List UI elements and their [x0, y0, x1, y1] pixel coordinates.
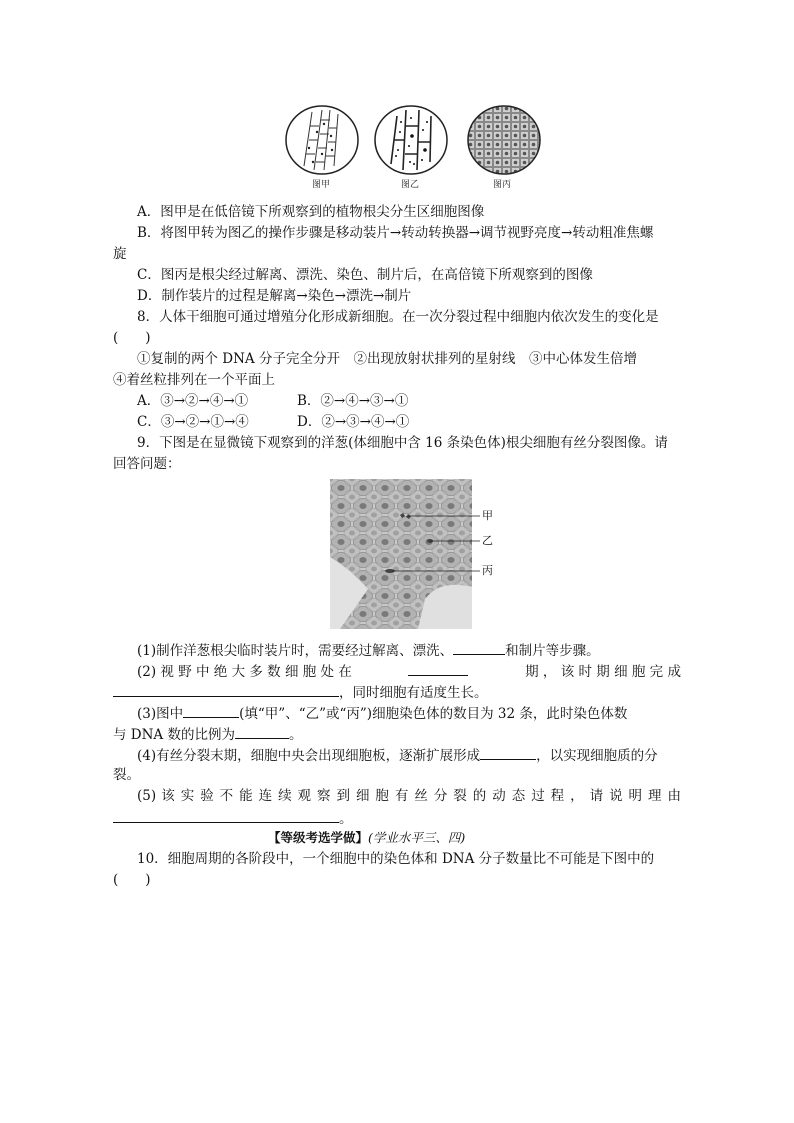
- q9-part3-text-b: (填“甲”、“乙”或“丙”)细胞染色体的数目为 32 条，此时染色体数: [239, 706, 628, 722]
- q9-part3-line2: [113, 724, 302, 744]
- label-jia: 甲: [482, 509, 493, 522]
- figure-jia: [284, 104, 360, 176]
- section-title: 【等级考选学做】: [268, 830, 369, 845]
- q9-part2-line2: [113, 682, 488, 702]
- q9-part1-answer-blank[interactable]: [453, 640, 505, 655]
- q9-part2-answer-blank-1[interactable]: [408, 661, 468, 676]
- q9-part4-text-b: ，以实现细胞质的分: [536, 748, 658, 764]
- q9-part4-text-a: (4)有丝分裂末期，细胞中央会出现细胞板，逐渐扩展形成: [137, 748, 481, 764]
- q9-part2-text-b: 期 ， 该 时 期 细 胞 完 成: [525, 664, 681, 680]
- q9-part1-text-a: (1)制作洋葱根尖临时装片时，需要经过解离、漂洗、: [137, 643, 454, 659]
- q8-option-c: C．③→②→①→④: [137, 414, 249, 430]
- q9-part2-line1: [137, 661, 681, 681]
- q9-part3-text-d: 。: [288, 727, 303, 743]
- caption-jia: 图甲: [312, 180, 331, 190]
- q9-stem-line2: 回答问题：: [113, 456, 181, 472]
- q9-part5-text-b: 。: [339, 811, 353, 827]
- q9-part3-text-c: 与 DNA 数的比例为: [113, 727, 235, 743]
- q9-part4-answer-blank[interactable]: [480, 745, 536, 760]
- q7-option-d: D．制作装片的过程是解离→染色→漂洗→制片: [137, 288, 412, 304]
- caption-bing: 图丙: [493, 180, 512, 190]
- q9-part2-text-c: ，同时细胞有适度生长。: [339, 685, 488, 701]
- q7-option-b-line2: 旋: [113, 246, 127, 262]
- q7-option-b-line1: B．将图甲转为图乙的操作步骤是移动装片→转动转换器→调节视野亮度→转动粗准焦螺: [137, 225, 654, 241]
- q9-part1: [137, 640, 600, 660]
- figure-yi: [373, 104, 449, 176]
- onion-root-micrograph: [330, 479, 520, 629]
- q9-part4-line2: 裂。: [113, 767, 140, 783]
- q9-part2-answer-blank-2[interactable]: [113, 682, 339, 697]
- q7-option-c: C．图丙是根尖经过解离、漂洗、染色、制片后，在高倍镜下所观察到的图像: [137, 267, 593, 283]
- q8-stem: 8．人体干细胞可通过增殖分化形成新细胞。在一次分裂过程中细胞内依次发生的变化是: [137, 309, 659, 325]
- q9-part5-line1: (5) 该 实 验 不 能 连 续 观 察 到 细 胞 有 丝 分 裂 的 动 态 过 程 ， 请 说 明 理 由: [137, 788, 681, 804]
- figure-bing: [466, 104, 542, 176]
- q9-part3-answer-blank-1[interactable]: [183, 703, 239, 718]
- q9-part3-answer-blank-2[interactable]: [235, 724, 289, 739]
- q10-stem: 10．细胞周期的各阶段中，一个细胞中的染色体和 DNA 分子数量比不可能是下图中的: [137, 851, 655, 867]
- q9-part4-line1: [137, 745, 658, 765]
- q10-paren: ( ): [113, 872, 151, 888]
- q9-part2-text-a: (2) 视 野 中 绝 大 多 数 细 胞 处 在: [137, 664, 352, 680]
- caption-yi: 图乙: [401, 180, 420, 190]
- q8-option-b: B．②→④→③→①: [297, 393, 409, 409]
- label-yi: 乙: [482, 534, 493, 547]
- q8-items-line2: ④着丝粒排列在一个平面上: [113, 372, 275, 388]
- label-bing: 丙: [482, 564, 493, 577]
- q8-paren: ( ): [113, 330, 151, 346]
- q9-part3-text-a: (3)图中: [137, 706, 184, 722]
- q9-part3-line1: [137, 703, 627, 723]
- q9-part5-line2: [113, 808, 353, 828]
- q8-items-line1: ①复制的两个 DNA 分子完全分开 ②出现放射状排列的星射线 ③中心体发生倍增: [137, 351, 637, 367]
- q8-option-d: D．②→③→④→①: [297, 414, 410, 430]
- q8-option-a: A．③→②→④→①: [137, 393, 249, 409]
- q9-stem-line1: 9．下图是在显微镜下观察到的洋葱(体细胞中含 16 条染色体)根尖细胞有丝分裂图像。请: [137, 435, 668, 451]
- section-subtitle: (学业水平三、四): [368, 830, 466, 845]
- q7-option-a: A．图甲是在低倍镜下所观察到的植物根尖分生区细胞图像: [137, 204, 485, 220]
- q9-part1-text-b: 和制片等步骤。: [505, 643, 600, 659]
- section-header: [268, 829, 465, 847]
- q9-part5-answer-blank[interactable]: [113, 808, 339, 823]
